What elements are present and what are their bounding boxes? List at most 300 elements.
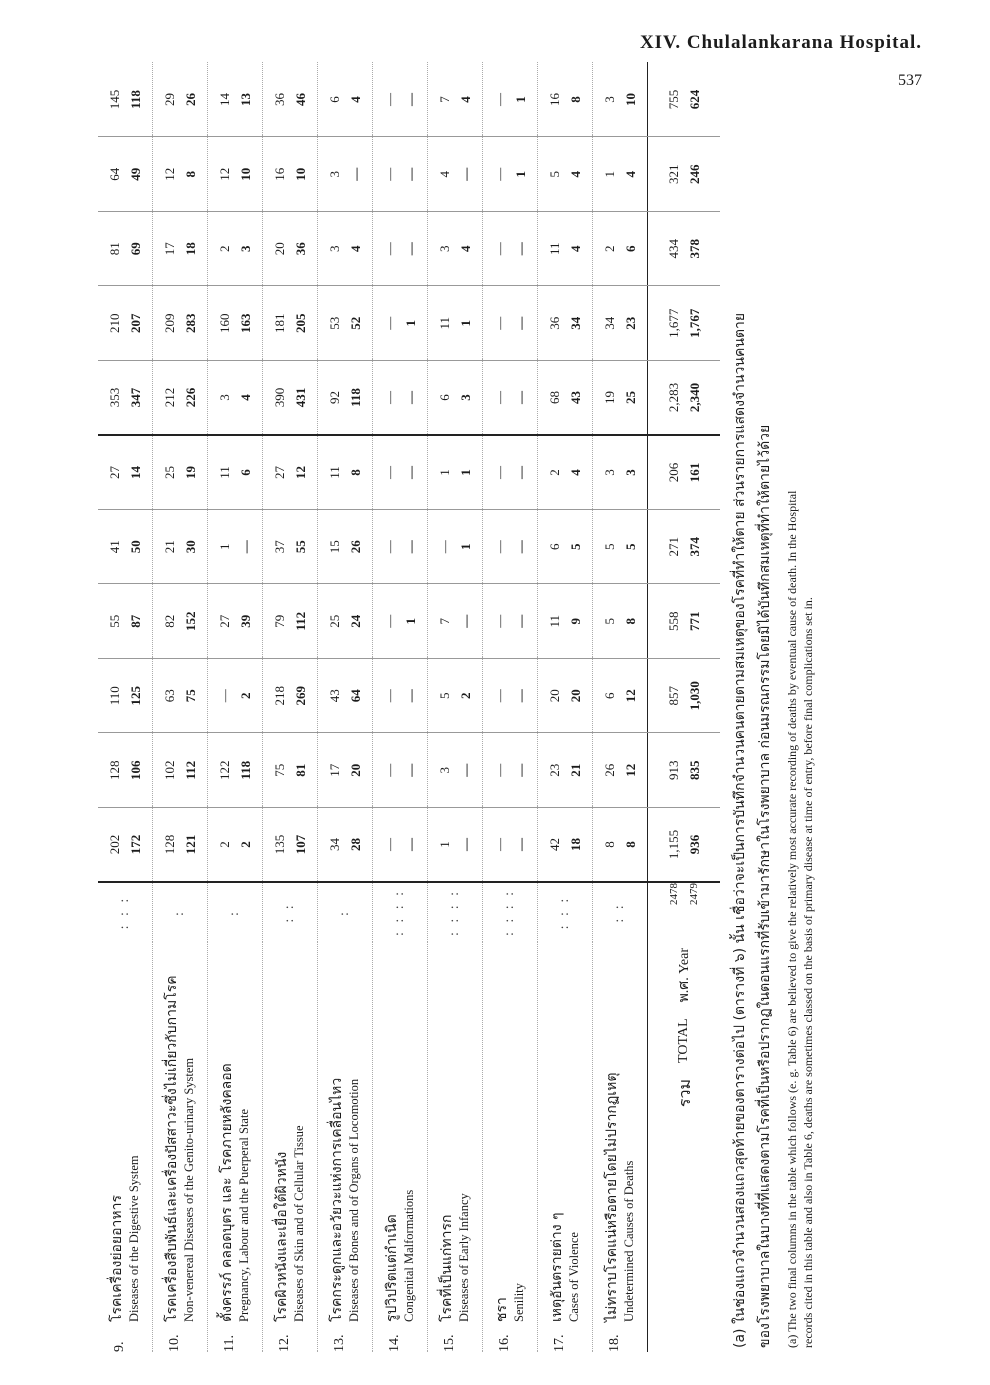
row-thai-label: รูปวิปริตแต่กำเนิด	[383, 1214, 400, 1322]
cell-value: 3	[623, 469, 638, 476]
total-value: 857	[666, 686, 681, 706]
cell-value: —	[382, 689, 397, 703]
cell-value: 11	[327, 466, 342, 479]
cell-value: 3	[327, 171, 342, 178]
cell-value: 10	[238, 167, 253, 181]
cell-value: 212	[162, 387, 177, 408]
cell-value: —	[513, 242, 528, 256]
data-cell-h	[98, 286, 153, 361]
cell-value: 4	[623, 171, 638, 178]
cell-value: —	[492, 689, 507, 703]
row-thai-label: ชรา	[493, 1297, 510, 1322]
total-value: 434	[666, 239, 681, 259]
data-cell-g	[373, 361, 428, 436]
leader-dots: : :	[593, 882, 648, 942]
cell-value: 1	[437, 469, 452, 476]
leader-dots: :	[318, 882, 373, 942]
cell-value: 218	[272, 686, 287, 706]
data-cell-d	[538, 584, 593, 659]
data-cell-j	[538, 137, 593, 212]
cell-value: 75	[272, 763, 287, 777]
cell-value: 11	[437, 316, 452, 330]
total-cell-d	[648, 584, 721, 659]
cell-value: 8	[623, 841, 638, 848]
cell-value: —	[513, 763, 528, 777]
row-english-label: Diseases of Skin and of Cellular Tissue	[291, 1125, 306, 1322]
cell-value: 431	[293, 387, 308, 408]
data-cell-c	[593, 659, 648, 734]
cell-value: 8	[602, 841, 617, 848]
data-cell-k	[373, 63, 428, 138]
cell-value: —	[458, 167, 473, 181]
cell-value: 4	[458, 245, 473, 252]
leader-dots: :	[153, 882, 208, 942]
cell-value: 13	[238, 93, 253, 106]
data-cell-k	[98, 63, 153, 138]
cell-value: 52	[348, 316, 363, 330]
cell-value: 21	[568, 763, 583, 777]
table-row	[98, 63, 153, 1353]
cell-value: 12	[623, 763, 638, 777]
data-cell-j	[593, 137, 648, 212]
row-index: 13.	[331, 1334, 347, 1352]
data-cell-c	[318, 659, 373, 734]
cell-value: —	[492, 466, 507, 479]
row-label-cell	[483, 942, 538, 1352]
cell-value: —	[403, 466, 418, 479]
cell-value: 8	[568, 96, 583, 103]
cell-value: 36	[272, 93, 287, 106]
cell-value: —	[492, 391, 507, 404]
total-value: 558	[666, 611, 681, 631]
row-english-label: Diseases of Bones and of Organs of Locomotion	[346, 1078, 361, 1322]
data-cell-h	[538, 286, 593, 361]
cell-value: 3	[437, 767, 452, 774]
row-thai-label: ตั้งครรภ์ คลอดบุตร และ โรคภายหลังคลอด	[218, 1063, 235, 1322]
row-thai-label: โรคผิวหนังและเยื่อใต้ผิวหนัง	[273, 1151, 290, 1322]
cell-value: 12	[623, 689, 638, 703]
year-label: พ.ศ. Year	[677, 948, 692, 1003]
data-cell-i	[318, 212, 373, 287]
cell-value: 1	[458, 543, 473, 550]
cell-value: 128	[162, 834, 177, 855]
leader-dots: :	[208, 882, 263, 942]
cell-value: 92	[327, 391, 342, 404]
data-cell-b	[373, 733, 428, 808]
data-cell-e	[373, 510, 428, 585]
data-cell-g	[318, 361, 373, 436]
cell-value: 30	[183, 540, 198, 554]
data-cell-j	[428, 137, 483, 212]
cell-value: —	[403, 391, 418, 404]
cell-value: 64	[348, 689, 363, 703]
data-cell-i	[593, 212, 648, 287]
cell-value: 10	[623, 93, 638, 106]
cell-value: 14	[128, 466, 143, 479]
data-cell-c	[483, 659, 538, 734]
cell-value: 49	[128, 167, 143, 181]
table-row	[593, 63, 648, 1353]
cell-value: —	[238, 540, 253, 554]
cell-value: —	[217, 689, 232, 703]
cell-value: —	[403, 93, 418, 106]
row-english-label: Senility	[511, 1283, 526, 1322]
data-cell-a	[318, 808, 373, 883]
cell-value: 122	[217, 760, 232, 780]
table-row	[208, 63, 263, 1353]
data-cell-i	[98, 212, 153, 287]
data-cell-b	[263, 733, 318, 808]
data-cell-k	[263, 63, 318, 138]
cell-value: 69	[128, 242, 143, 256]
cell-value: 81	[107, 242, 122, 256]
cell-value: —	[382, 466, 397, 479]
data-cell-f	[153, 435, 208, 510]
cell-value: —	[513, 614, 528, 628]
cell-value: 353	[107, 387, 122, 408]
cell-value: 20	[348, 763, 363, 777]
cell-value: 8	[623, 618, 638, 625]
data-cell-c	[538, 659, 593, 734]
cell-value: 269	[293, 686, 308, 706]
data-cell-h	[318, 286, 373, 361]
cell-value: —	[382, 391, 397, 404]
data-cell-k	[428, 63, 483, 138]
data-cell-j	[153, 137, 208, 212]
cell-value: 75	[183, 689, 198, 703]
cell-value: —	[492, 540, 507, 554]
total-value: 1,155	[666, 829, 681, 860]
cell-value: —	[513, 838, 528, 851]
table-row	[263, 63, 318, 1353]
total-row	[648, 63, 721, 1353]
data-cell-e	[428, 510, 483, 585]
cell-value: 210	[107, 313, 122, 333]
cell-value: —	[382, 540, 397, 554]
data-cell-h	[208, 286, 263, 361]
row-label-cell	[428, 942, 483, 1352]
data-cell-d	[318, 584, 373, 659]
data-cell-f	[98, 435, 153, 510]
data-cell-e	[483, 510, 538, 585]
cell-value: 6	[602, 692, 617, 699]
row-english-label: Cases of Violence	[566, 1232, 581, 1322]
row-index: 16.	[496, 1334, 512, 1352]
cell-value: —	[513, 540, 528, 554]
cell-value: 42	[547, 838, 562, 851]
cell-value: 3	[437, 245, 452, 252]
cell-value: 63	[162, 689, 177, 703]
data-cell-i	[373, 212, 428, 287]
cell-value: 2	[217, 245, 232, 252]
cell-value: 20	[568, 689, 583, 703]
cell-value: 19	[183, 466, 198, 479]
data-cell-g	[538, 361, 593, 436]
cell-value: 6	[623, 245, 638, 252]
cell-value: 2	[458, 692, 473, 699]
cell-value: 37	[272, 540, 287, 554]
leader-dots: : : :	[98, 882, 153, 942]
cell-value: 46	[293, 93, 308, 106]
data-cell-g	[208, 361, 263, 436]
cell-value: 12	[217, 167, 232, 181]
total-thai-label: รวม	[674, 1078, 694, 1108]
total-cell-a	[648, 808, 721, 883]
total-cell-h	[648, 286, 721, 361]
cell-value: 34	[327, 838, 342, 851]
data-cell-d	[483, 584, 538, 659]
row-english-label: Non-venereal Diseases of the Genito-urinary System	[181, 1057, 196, 1322]
data-cell-b	[538, 733, 593, 808]
statistics-table	[98, 63, 720, 1353]
cell-value: 2	[217, 841, 232, 848]
cell-value: 36	[547, 316, 562, 330]
data-cell-d	[153, 584, 208, 659]
data-cell-k	[153, 63, 208, 138]
cell-value: 107	[293, 834, 308, 855]
data-cell-g	[263, 361, 318, 436]
total-value: 374	[687, 537, 702, 557]
cell-value: 3	[602, 469, 617, 476]
cell-value: 102	[162, 760, 177, 780]
data-cell-k	[318, 63, 373, 138]
cell-value: 7	[437, 96, 452, 103]
data-cell-c	[153, 659, 208, 734]
row-index: 15.	[441, 1334, 457, 1352]
cell-value: 81	[293, 763, 308, 777]
cell-value: —	[492, 242, 507, 256]
cell-value: —	[348, 167, 363, 181]
cell-value: 17	[327, 763, 342, 777]
cell-value: 5	[437, 692, 452, 699]
total-value: 2,283	[666, 382, 681, 413]
total-cell-i	[648, 212, 721, 287]
cell-value: 118	[348, 388, 363, 407]
cell-value: 7	[437, 618, 452, 625]
footnote-english-line-1: (a) The two final columns in the table which follows (e. g. Table 6) are believed to give the relatively most accurate recording of deaths by eventual cause of death. In the Hospital	[785, 490, 799, 1348]
cell-value: 27	[272, 466, 287, 479]
data-cell-e	[263, 510, 318, 585]
cell-value: 3	[238, 245, 253, 252]
data-cell-d	[98, 584, 153, 659]
total-value: 755	[666, 89, 681, 110]
cell-value: 4	[348, 245, 363, 252]
data-cell-a	[98, 808, 153, 883]
data-cell-j	[373, 137, 428, 212]
data-cell-d	[263, 584, 318, 659]
data-cell-i	[428, 212, 483, 287]
data-cell-c	[373, 659, 428, 734]
cell-value: —	[403, 242, 418, 256]
cell-value: 17	[162, 242, 177, 256]
data-cell-a	[153, 808, 208, 883]
table-row	[538, 63, 593, 1353]
cell-value: 1	[403, 618, 418, 625]
cell-value: 5	[602, 543, 617, 550]
leader-dots: : : : :	[483, 882, 538, 942]
cell-value: —	[513, 689, 528, 703]
table-row	[153, 63, 208, 1353]
cell-value: 209	[162, 313, 177, 333]
data-cell-g	[428, 361, 483, 436]
data-cell-k	[593, 63, 648, 138]
cell-value: 87	[128, 614, 143, 628]
cell-value: 34	[568, 316, 583, 330]
cell-value: 50	[128, 540, 143, 554]
data-cell-j	[318, 137, 373, 212]
data-cell-g	[153, 361, 208, 436]
row-index: 12.	[276, 1334, 292, 1352]
cell-value: —	[513, 466, 528, 479]
total-label-cell	[648, 942, 721, 1352]
cell-value: 1	[217, 543, 232, 550]
cell-value: 23	[547, 763, 562, 777]
data-cell-e	[153, 510, 208, 585]
cell-value: 163	[238, 313, 253, 333]
total-cell-e	[648, 510, 721, 585]
data-cell-i	[153, 212, 208, 287]
cell-value: —	[458, 838, 473, 851]
data-cell-e	[318, 510, 373, 585]
row-label-cell	[98, 942, 153, 1352]
data-cell-h	[373, 286, 428, 361]
row-label-cell	[373, 942, 428, 1352]
cell-value: 27	[217, 614, 232, 628]
row-thai-label: โรคกระดูกและอวัยวะแห่งการเคลื่อนไหว	[328, 1077, 345, 1322]
cell-value: 181	[272, 313, 287, 333]
data-cell-b	[98, 733, 153, 808]
row-english-label: Congenital Malformations	[401, 1189, 416, 1322]
data-cell-k	[483, 63, 538, 138]
data-cell-j	[263, 137, 318, 212]
data-cell-a	[373, 808, 428, 883]
table-body	[98, 63, 648, 1353]
cell-value: 5	[547, 171, 562, 178]
row-english-label: Pregnancy, Labour and the Puerperal State	[236, 1108, 251, 1322]
cell-value: 1	[513, 171, 528, 178]
table-row	[483, 63, 538, 1353]
cell-value: 5	[568, 543, 583, 550]
data-cell-j	[98, 137, 153, 212]
row-label-cell	[263, 942, 318, 1352]
data-cell-h	[593, 286, 648, 361]
row-index: 11.	[221, 1335, 237, 1352]
cell-value: —	[492, 763, 507, 777]
cell-value: 27	[107, 466, 122, 479]
data-cell-a	[263, 808, 318, 883]
total-value: 321	[666, 164, 681, 184]
cell-value: 3	[327, 245, 342, 252]
cell-value: 24	[348, 614, 363, 628]
total-english-label: TOTAL	[676, 1018, 691, 1063]
cell-value: 21	[162, 540, 177, 554]
data-cell-i	[208, 212, 263, 287]
cell-value: 145	[107, 89, 122, 110]
total-years-cell	[648, 882, 721, 942]
cell-value: 55	[293, 540, 308, 554]
cell-value: 11	[217, 466, 232, 479]
cell-value: —	[382, 242, 397, 256]
cell-value: 43	[568, 391, 583, 404]
cell-value: 12	[293, 466, 308, 479]
total-value: 206	[666, 462, 681, 483]
cell-value: 390	[272, 387, 287, 408]
total-value: 271	[666, 537, 681, 557]
data-cell-f	[263, 435, 318, 510]
row-index: 10.	[166, 1334, 182, 1352]
data-cell-d	[428, 584, 483, 659]
cell-value: 53	[327, 316, 342, 330]
cell-value: 110	[107, 686, 122, 706]
cell-value: 41	[107, 540, 122, 554]
cell-value: 82	[162, 614, 177, 628]
cell-value: —	[513, 391, 528, 404]
data-cell-i	[263, 212, 318, 287]
total-value: 1,030	[687, 681, 702, 711]
cell-value: —	[382, 316, 397, 330]
cell-value: 207	[128, 313, 143, 333]
data-cell-f	[318, 435, 373, 510]
data-cell-j	[483, 137, 538, 212]
cell-value: 1	[602, 171, 617, 178]
data-cell-g	[483, 361, 538, 436]
cell-value: 4	[568, 469, 583, 476]
footnote-thai-line-2: ของโรงพยาบาลในบางที่ที่แสดงตามโรคที่เป็นหรือปรากฏในตอนแรกที่รับเข้ามารักษาในโรงพยาบาล ก่อนมรณกรรมโดยมิได้บันทึกสมเหตุที่ทำให้ตายไว้ด้วย	[757, 424, 773, 1348]
cell-value: 19	[602, 391, 617, 404]
cell-value: 205	[293, 313, 308, 333]
cell-value: 6	[437, 394, 452, 401]
total-value: 2,340	[687, 382, 702, 413]
cell-value: 26	[183, 93, 198, 106]
total-value: 936	[687, 834, 702, 855]
cell-value: 118	[238, 760, 253, 780]
cell-value: 5	[623, 543, 638, 550]
cell-value: 25	[623, 391, 638, 404]
total-cell-j	[648, 137, 721, 212]
row-index: 17.	[551, 1334, 567, 1352]
cell-value: 2	[547, 469, 562, 476]
cell-value: 43	[327, 689, 342, 703]
cell-value: 226	[183, 387, 198, 408]
total-cell-c	[648, 659, 721, 734]
cell-value: —	[382, 93, 397, 106]
cell-value: 283	[183, 313, 198, 333]
cell-value: 12	[162, 167, 177, 181]
total-value: 1,677	[666, 308, 681, 338]
data-cell-a	[428, 808, 483, 883]
cell-value: 79	[272, 614, 287, 628]
data-cell-a	[538, 808, 593, 883]
cell-value: 152	[183, 611, 198, 631]
cell-value: —	[492, 838, 507, 851]
cell-value: 68	[547, 391, 562, 404]
cell-value: 1	[513, 96, 528, 103]
total-value: 624	[687, 89, 702, 110]
data-cell-a	[208, 808, 263, 883]
row-index: 9.	[111, 1341, 127, 1352]
cell-value: 3	[602, 96, 617, 103]
total-value: 771	[687, 611, 702, 631]
data-cell-g	[98, 361, 153, 436]
cell-value: 11	[547, 242, 562, 256]
footnotes	[728, 137, 816, 1352]
cell-value: 55	[107, 614, 122, 628]
cell-value: 4	[458, 96, 473, 103]
cell-value: 347	[128, 387, 143, 408]
data-cell-b	[428, 733, 483, 808]
table-row	[428, 63, 483, 1353]
cell-value: 15	[327, 540, 342, 554]
